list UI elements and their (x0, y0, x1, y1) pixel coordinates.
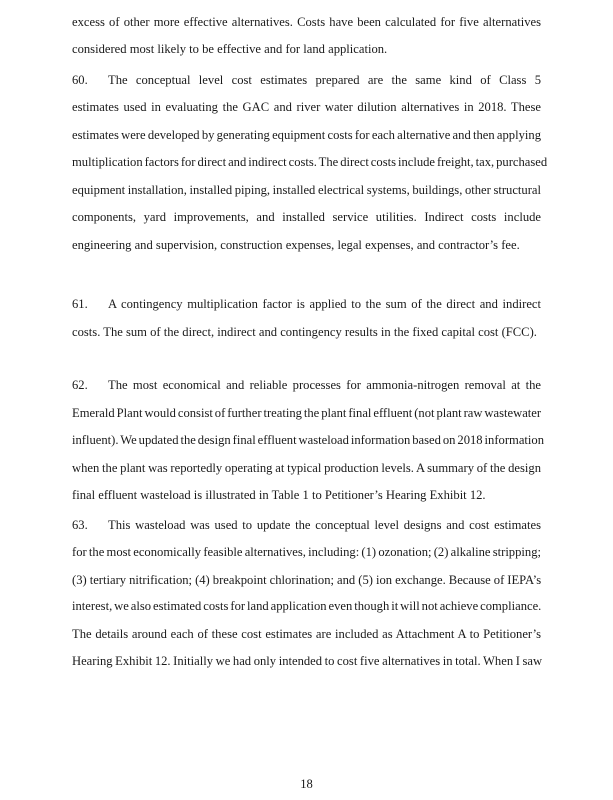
text-line: (3) tertiary nitrification; (4) breakpoint chlorination; and (5) ion exchange. Because of IEPA’s (72, 573, 542, 587)
text-line: for the most economically feasible alternatives, including: (1) ozonation; (2) alkaline stripping; (72, 545, 541, 559)
paragraph-number: 63. (72, 518, 88, 532)
paragraph-number: 62. (72, 378, 88, 392)
text-line: A contingency multiplication factor is applied to the sum of the direct and indirect (108, 297, 541, 311)
text-line: estimates used in evaluating the GAC and river water dilution alternatives in 2018. These (72, 100, 541, 114)
text-line: excess of other more effective alternatives. Costs have been calculated for five alternatives (72, 15, 541, 29)
text-line: The details around each of these cost estimates are included as Attachment A to Petitioner’s (72, 627, 541, 641)
text-line: The most economical and reliable processes for ammonia-nitrogen removal at the (108, 378, 541, 392)
text-line: Hearing Exhibit 12. Initially we had only intended to cost five alternatives in total. When I saw (72, 654, 543, 668)
page-number: 18 (300, 777, 313, 791)
text-line: The conceptual level cost estimates prepared are the same kind of Class 5 (108, 73, 541, 87)
paragraph-number: 61. (72, 297, 88, 311)
text-line: influent). We updated the design final effluent wasteload information based on 2018 information (72, 433, 545, 447)
text-line: when the plant was reportedly operating at typical production levels. A summary of the design (72, 461, 541, 475)
text-line: Emerald Plant would consist of further treating the plant final effluent (not plant raw wastewater (72, 406, 542, 420)
paragraph-number: 60. (72, 73, 88, 87)
text-line: interest, we also estimated costs for land application even though it will not achieve compliance. (72, 599, 542, 613)
text-line: engineering and supervision, construction expenses, legal expenses, and contractor’s fee. (72, 238, 520, 252)
text-line: considered most likely to be effective and for land application. (72, 42, 388, 56)
text-line: multiplication factors for direct and indirect costs. The direct costs include freight, tax, purchased (72, 155, 548, 169)
text-line: equipment installation, installed piping, installed electrical systems, buildings, other structural (72, 183, 541, 197)
text-line: This wasteload was used to update the conceptual level designs and cost estimates (108, 518, 541, 532)
text-line: estimates were developed by generating equipment costs for each alternative and then applying (72, 128, 541, 142)
text-line: costs. The sum of the direct, indirect and contingency results in the fixed capital cost (FCC). (72, 325, 537, 339)
text-line: final effluent wasteload is illustrated in Table 1 to Petitioner’s Hearing Exhibit 12. (72, 488, 486, 502)
text-line: components, yard improvements, and installed service utilities. Indirect costs include (72, 210, 541, 224)
